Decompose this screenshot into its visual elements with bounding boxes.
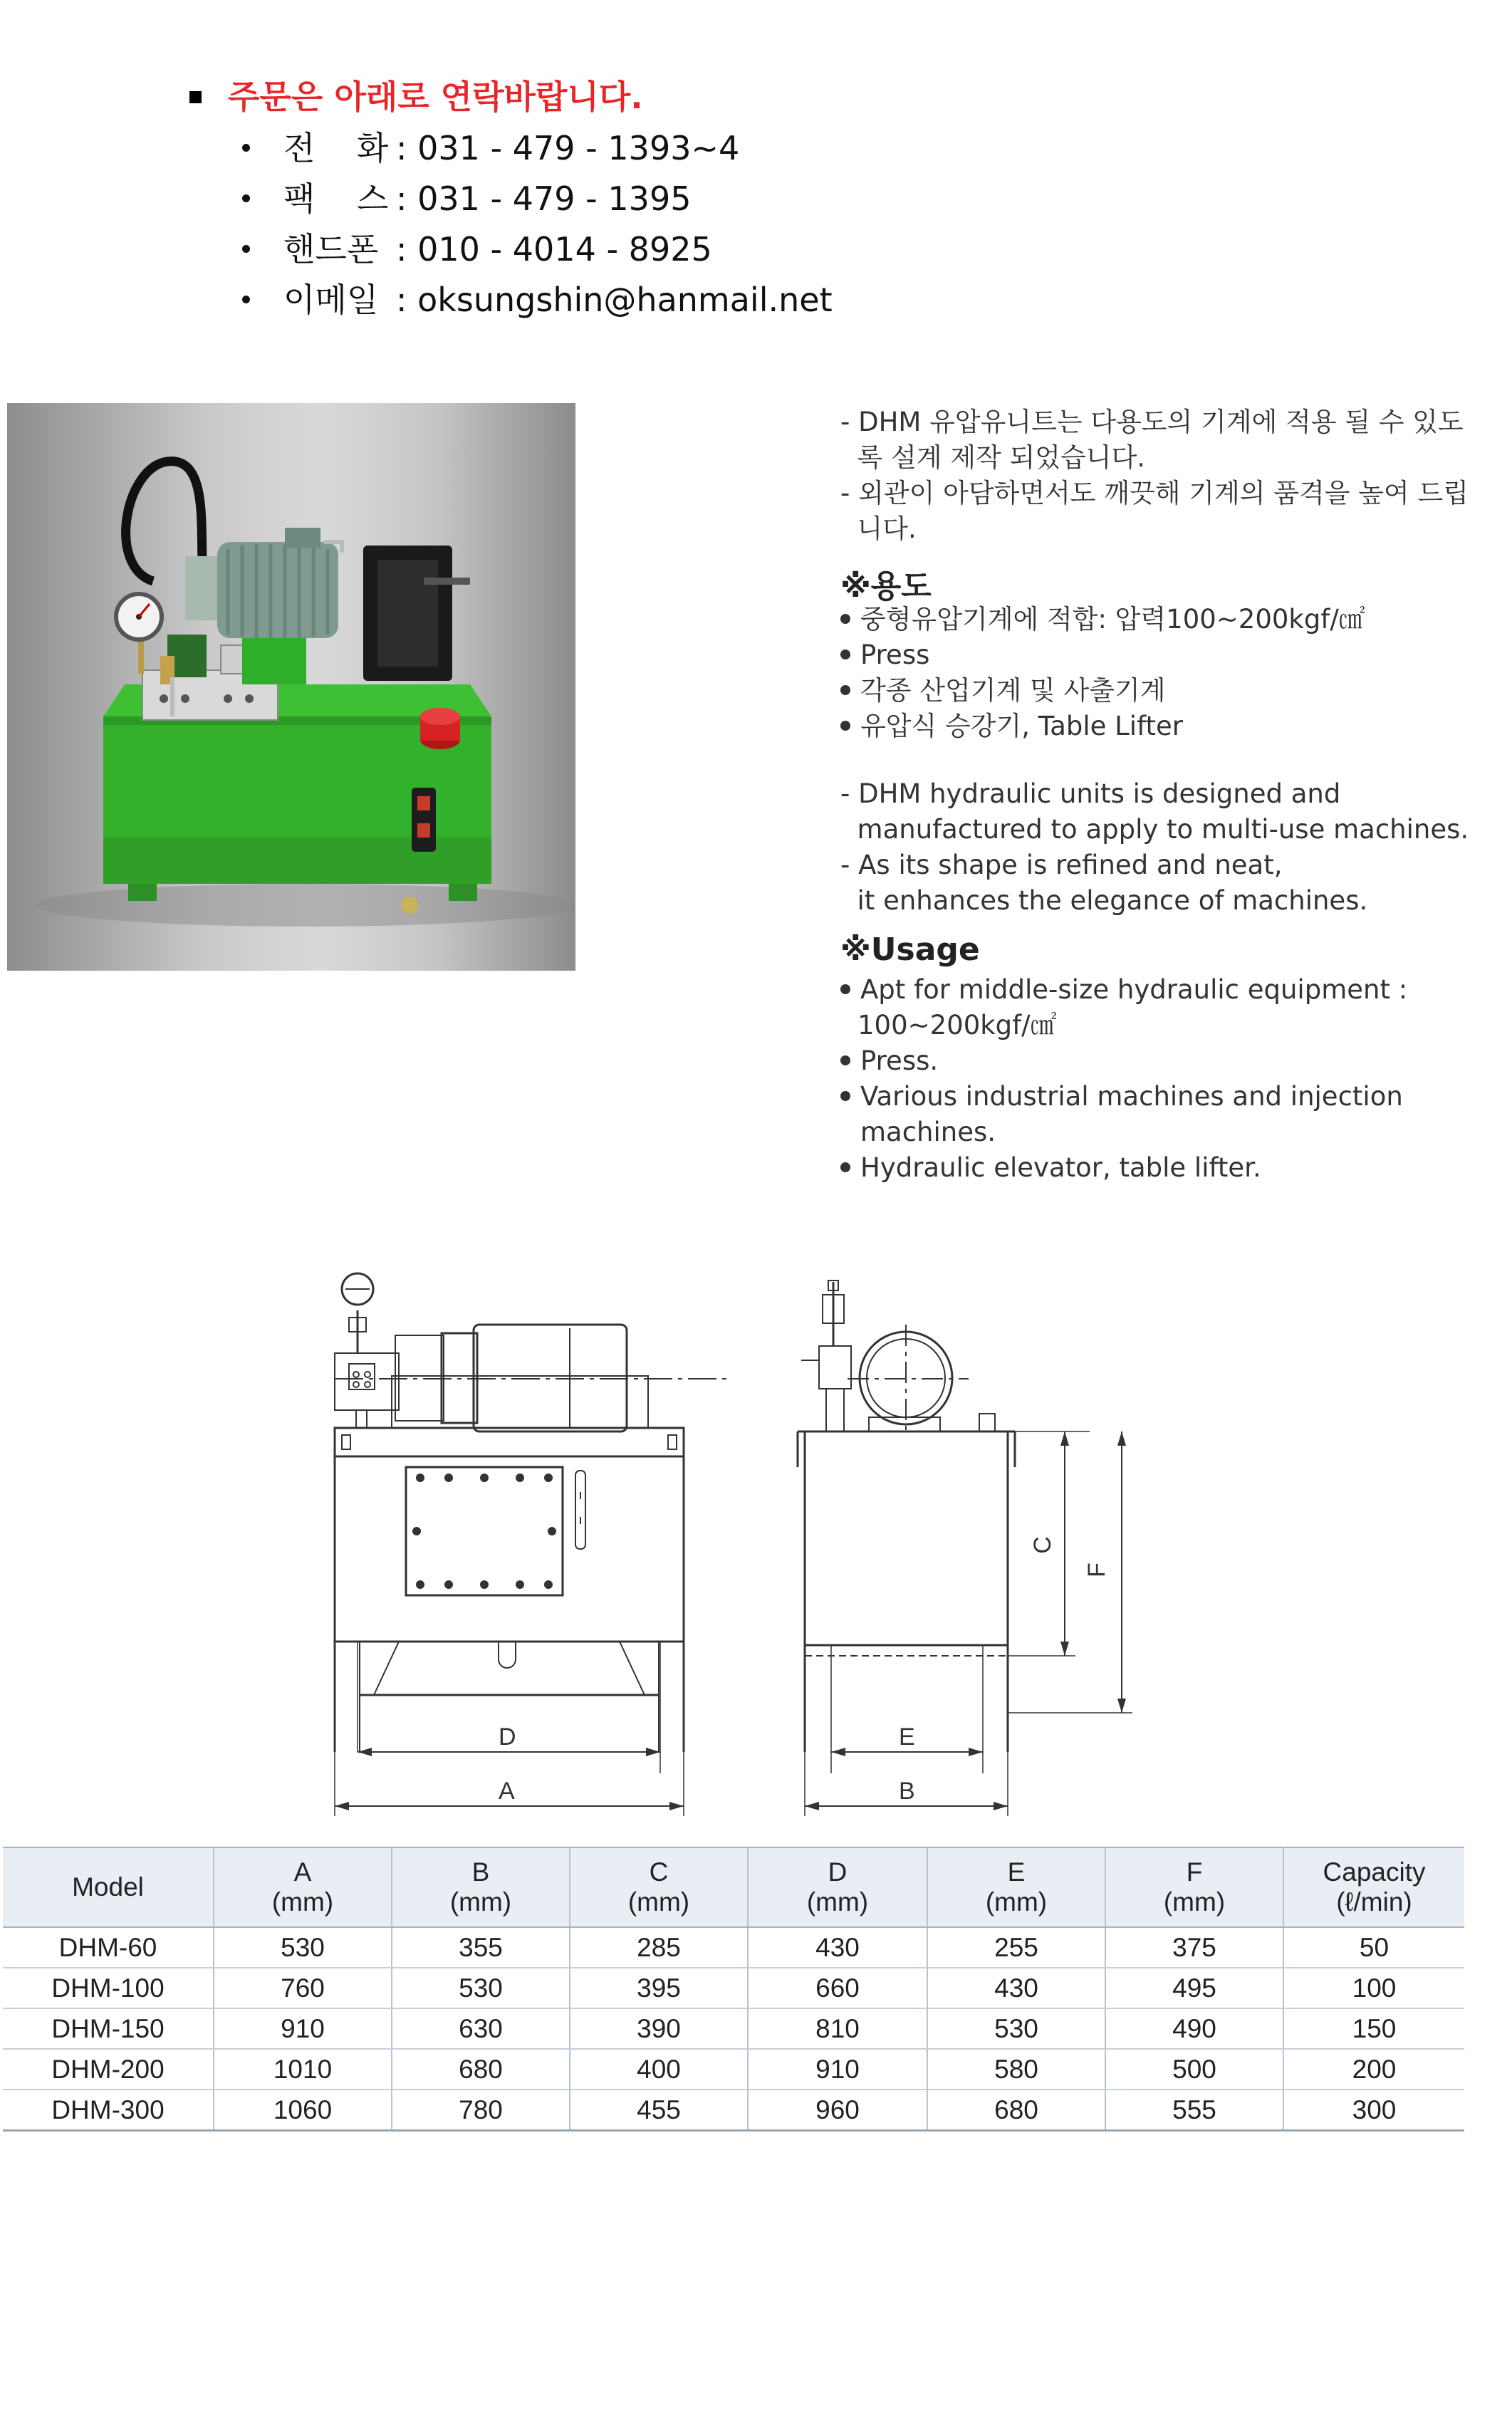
column-header: F (mm) [1105,1847,1283,1927]
contact-value[interactable]: : 031 - 479 - 1393~4 [396,129,740,167]
dimension-label-b: B [899,1778,915,1805]
product-photo [7,403,575,971]
table-cell: 530 [927,2008,1105,2049]
table-cell: 680 [392,2049,570,2090]
table-cell: 1010 [214,2049,392,2090]
dimension-drawing [306,1211,1161,1823]
english-intro-line: it enhances the elegance of machines. [840,885,1368,916]
contact-section [0,0,1512,342]
column-header: Capacity (ℓ/min) [1283,1847,1464,1927]
table-cell: 430 [927,1968,1105,2008]
bullet-icon [242,296,250,303]
english-intro-line: manufactured to apply to multi-use machines. [840,814,1469,845]
column-header: D (mm) [748,1847,927,1927]
table-cell: 150 [1283,2008,1464,2049]
hydraulic-unit-illustration [7,403,575,971]
bullet-icon [840,1091,850,1101]
table-row [3,2090,1464,2131]
english-usage-item-continued: machines. [860,1117,996,1147]
dimension-label-e: E [899,1723,915,1751]
table-cell: 285 [570,1927,748,1968]
bullet-icon [840,1055,850,1065]
table-cell: 960 [748,2090,927,2131]
korean-usage-item: 유압식 승강기, Table Lifter [840,709,1183,744]
table-cell: DHM-200 [3,2049,214,2090]
column-header: Model [3,1847,214,1927]
bullet-icon [242,144,250,152]
square-bullet-icon [189,91,202,103]
table-cell: 200 [1283,2049,1464,2090]
contact-label: 핸드폰 [283,230,379,268]
korean-intro-line: - DHM 유압유니트는 다용도의 기계에 적용 될 수 있도 [840,407,1464,437]
table-cell: DHM-100 [3,1968,214,2008]
bullet-icon [840,614,850,624]
table-cell: 430 [748,1927,927,1968]
bullet-icon [840,1162,850,1172]
side-view [798,1280,1132,1816]
contact-label: 이메일 [283,281,379,319]
table-cell: 810 [748,2008,927,2049]
table-cell: 255 [927,1927,1105,1968]
table-header-row [3,1847,1464,1927]
contact-heading: 주문은 아래로 연락바랍니다. [192,75,643,118]
english-usage-title: ※Usage [840,932,980,968]
table-cell: 760 [214,1968,392,2008]
contact-label: 전 화 [283,129,389,167]
bullet-icon [840,685,850,695]
table-cell: 580 [927,2049,1105,2090]
dimension-label-f: F [1083,1563,1110,1577]
english-intro-line: - As its shape is refined and neat, [840,850,1283,880]
korean-usage-item: Press [840,637,929,673]
contact-label: 팩 스 [283,179,389,218]
table-cell: 910 [214,2008,392,2049]
table-row [3,2049,1464,2090]
table-cell: 555 [1105,2090,1283,2131]
english-usage-item-continued: 100~200kgf/㎠ [857,1010,1057,1040]
table-cell: 530 [392,1968,570,2008]
table-cell: 100 [1283,1968,1464,2008]
table-row [3,1968,1464,2008]
table-cell: 495 [1105,1968,1283,2008]
bullet-icon [840,650,850,659]
table-cell: 455 [570,2090,748,2131]
dimension-label-a: A [499,1778,515,1805]
table-row [3,1927,1464,1968]
english-usage-item: Hydraulic elevator, table lifter. [840,1150,1261,1186]
column-header: C (mm) [570,1847,748,1927]
bullet-icon [242,194,250,202]
spec-table [3,1847,1464,2132]
english-usage-item: Press. [840,1043,938,1079]
dimension-label-d: D [499,1723,516,1751]
front-view [335,1273,726,1816]
table-cell: 780 [392,2090,570,2131]
table-cell: DHM-60 [3,1927,214,1968]
table-cell: 390 [570,2008,748,2049]
table-cell: DHM-300 [3,2090,214,2131]
table-cell: 395 [570,1968,748,2008]
table-cell: 910 [748,2049,927,2090]
table-cell: 400 [570,2049,748,2090]
column-header: B (mm) [392,1847,570,1927]
table-cell: 355 [392,1927,570,1968]
table-row [3,2008,1464,2049]
korean-usage-title: ※용도 [840,568,932,605]
table-cell: 530 [214,1927,392,1968]
korean-usage-item: 각종 산업기계 및 사출기계 [840,673,1165,709]
english-usage-item: Various industrial machines and injection [840,1079,1403,1115]
contact-value[interactable]: : 010 - 4014 - 8925 [396,230,712,268]
contact-value[interactable]: : 031 - 479 - 1395 [396,179,692,218]
table-cell: DHM-150 [3,2008,214,2049]
bullet-icon [840,984,850,994]
english-intro-line: - DHM hydraulic units is designed and [840,778,1341,809]
table-cell: 50 [1283,1927,1464,1968]
column-header: E (mm) [927,1847,1105,1927]
table-cell: 680 [927,2090,1105,2131]
bullet-icon [242,245,250,253]
table-cell: 490 [1105,2008,1283,2049]
korean-intro-line: 니다. [840,513,917,544]
column-header: A (mm) [214,1847,392,1927]
table-cell: 660 [748,1968,927,2008]
table-cell: 500 [1105,2049,1283,2090]
drawing-svg [306,1211,1161,1823]
table-cell: 630 [392,2008,570,2049]
dimension-label-c: C [1028,1536,1056,1554]
table-cell: 300 [1283,2090,1464,2131]
english-usage-item: Apt for middle-size hydraulic equipment : [840,972,1407,1008]
table-cell: 1060 [214,2090,392,2131]
contact-email-link[interactable]: : oksungshin@hanmail.net [396,281,833,319]
table-cell: 375 [1105,1927,1283,1968]
korean-usage-item: 중형유압기계에 적합: 압력100~200kgf/㎠ [840,602,1365,637]
korean-intro-line: - 외관이 아담하면서도 깨끗해 기계의 품격을 높여 드립 [840,478,1469,508]
bullet-icon [840,721,850,731]
korean-intro-line: 록 설계 제작 되었습니다. [840,442,1145,473]
